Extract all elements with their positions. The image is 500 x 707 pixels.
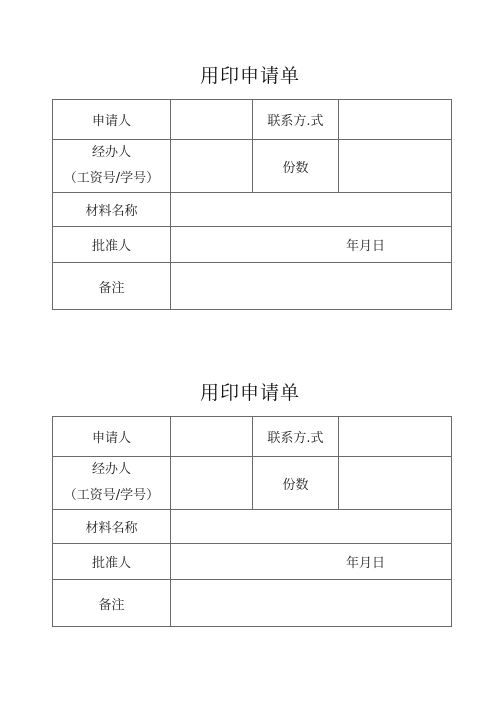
handler-label: 经办人 — [91, 462, 131, 477]
remark-field[interactable] — [171, 263, 452, 310]
approver-row — [53, 544, 452, 580]
copies-field[interactable] — [339, 140, 452, 193]
applicant-row — [53, 417, 452, 457]
form-title: 用印申请单 — [199, 382, 300, 404]
material-row — [53, 510, 452, 544]
applicant-field[interactable] — [171, 100, 253, 140]
applicant-field[interactable] — [171, 417, 253, 457]
applicant-row — [53, 100, 452, 140]
material-row — [53, 193, 452, 227]
form-table — [52, 416, 452, 627]
approval-date-field[interactable]: 年月日 — [171, 227, 452, 263]
material-field[interactable] — [171, 193, 452, 227]
contact-field[interactable] — [339, 417, 452, 457]
approver-row — [53, 227, 452, 263]
seal-application-form-1 — [0, 60, 500, 310]
handler-label-cell — [53, 457, 171, 510]
handler-row — [53, 457, 452, 510]
form-title: 用印申请单 — [199, 65, 300, 87]
copies-label: 份数 — [253, 140, 339, 193]
approval-date-field[interactable]: 年月日 — [171, 544, 452, 580]
applicant-label: 申请人 — [53, 100, 171, 140]
remark-label: 备注 — [53, 580, 171, 627]
handler-field[interactable] — [171, 140, 253, 193]
handler-field[interactable] — [171, 457, 253, 510]
material-field[interactable] — [171, 510, 452, 544]
material-label: 材料名称 — [53, 510, 171, 544]
seal-application-form-2 — [0, 377, 500, 627]
material-label: 材料名称 — [53, 193, 171, 227]
handler-row — [53, 140, 452, 193]
handler-id-label: （工资号/学号） — [63, 171, 160, 186]
remark-row — [53, 263, 452, 310]
handler-label-cell — [53, 140, 171, 193]
copies-label: 份数 — [253, 457, 339, 510]
remark-field[interactable] — [171, 580, 452, 627]
contact-field[interactable] — [339, 100, 452, 140]
contact-label: 联系方.式 — [253, 100, 339, 140]
remark-row — [53, 580, 452, 627]
copies-field[interactable] — [339, 457, 452, 510]
handler-label: 经办人 — [91, 145, 131, 160]
form-table — [52, 99, 452, 310]
approver-label: 批准人 — [53, 544, 171, 580]
remark-label: 备注 — [53, 263, 171, 310]
contact-label: 联系方.式 — [253, 417, 339, 457]
handler-id-label: （工资号/学号） — [63, 488, 160, 503]
applicant-label: 申请人 — [53, 417, 171, 457]
approver-label: 批准人 — [53, 227, 171, 263]
